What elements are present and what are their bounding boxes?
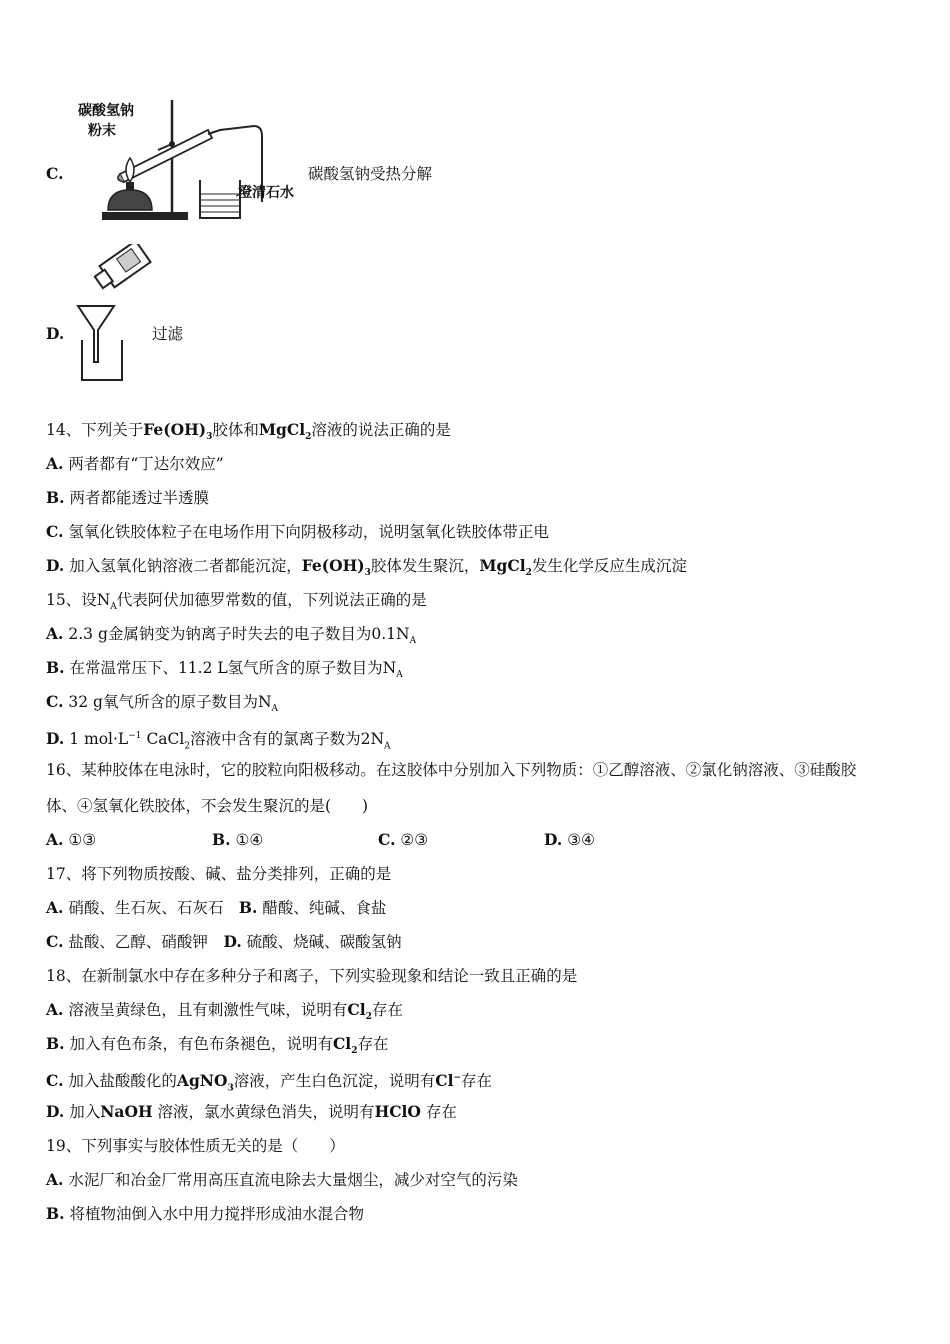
q14-formula-mg: MgCl: [258, 420, 306, 439]
q15-option-c: [46, 692, 278, 719]
q15-d-text-c: 溶液中含有的氯离子数为2N: [190, 730, 385, 749]
q14-d-formula-fe: Fe(OH): [301, 556, 365, 575]
q14-text-option-b: 两者都能透过半透膜: [69, 489, 209, 507]
q18-c-sup: −: [453, 1073, 462, 1083]
q14-d-formula-mg: MgCl: [479, 556, 526, 575]
question-16-stem-line-2: 体、④氢氧化铁胶体，不会发生聚沉的是( ): [46, 797, 369, 815]
q19-letter-a: A.: [46, 1170, 64, 1189]
question-16-stem-line-1: 16、某种胶体在电泳时，它的胶粒向阳极移动。在这胶体中分别加入下列物质：①乙醇溶液、②氯化钠溶液、③硅酸胶: [46, 761, 857, 779]
q14-text-c: 溶液的说法正确的是: [311, 421, 451, 439]
q15-text-option-c: 32 g氧气所含的原子数目为N: [68, 693, 272, 711]
q14-option-c: [46, 522, 549, 542]
q17-text-option-b: 醋酸、纯碱、食盐: [262, 899, 387, 917]
filtration-figure: [74, 244, 158, 384]
q19-text-option-a: 水泥厂和冶金厂常用高压直流电除去大量烟尘，减少对空气的污染: [68, 1171, 518, 1189]
heating-apparatus-figure: [78, 96, 311, 226]
q14-formula-fe: Fe(OH): [143, 420, 207, 439]
q17-letter-d: D.: [223, 932, 242, 951]
q18-a-formula: Cl: [347, 1000, 366, 1019]
q18-c-text-a: 加入盐酸酸化的: [68, 1072, 177, 1091]
q18-c-sub: 3: [227, 1083, 234, 1094]
q18-b-sub: 2: [351, 1046, 358, 1057]
q18-d-formula-naoh: NaOH: [100, 1102, 153, 1121]
q15-c-sub: A: [271, 704, 279, 715]
q18-letter-b: B.: [46, 1034, 65, 1053]
question-17-stem: 17、将下列物质按酸、碱、盐分类排列，正确的是: [46, 865, 392, 883]
q14-formula-fe-sub: 3: [206, 432, 213, 443]
q17-text-option-a: 硝酸、生石灰、石灰石: [68, 899, 224, 917]
label-sodium-bicarbonate: 碳酸氢钠: [78, 103, 134, 119]
q14-letter-d: D.: [46, 556, 65, 575]
q18-option-c: [46, 1068, 492, 1098]
q14-option-a: [46, 454, 224, 474]
q14-letter-a: A.: [46, 454, 64, 473]
label-limewater: 澄清石水: [238, 185, 294, 201]
q17-text-option-c: 盐酸、乙醇、硝酸钾: [68, 933, 208, 951]
q18-option-d: [46, 1102, 457, 1122]
q17-options-ab: [46, 898, 386, 918]
q15-d-text-a: 1 mol·L: [69, 730, 129, 749]
q14-d-text-a: 加入氢氧化钠溶液二者都能沉淀，: [69, 557, 302, 575]
q14-d-formula-mg-sub: 2: [525, 568, 532, 579]
q17-letter-b: B.: [238, 898, 258, 917]
q18-c-formula: AgNO: [176, 1071, 228, 1091]
q17-letter-a: A.: [46, 898, 64, 917]
q17-text-option-d: 硫酸、烧碱、碳酸氢钠: [246, 933, 402, 951]
q15-sub: A: [110, 602, 117, 613]
q15-d-sup: −1: [128, 731, 142, 741]
q14-text-a: 14、下列关于: [46, 421, 144, 439]
q18-option-a: [46, 1000, 403, 1027]
q18-b-text-b: 存在: [357, 1035, 389, 1053]
option-letter-c-figure: C.: [46, 164, 64, 183]
q15-a-sub: A: [409, 636, 417, 647]
q16-option-d: [544, 830, 595, 850]
caption-figure-d: 过滤: [152, 325, 184, 343]
q15-letter-d: D.: [46, 729, 65, 749]
q18-b-formula: Cl: [332, 1034, 352, 1053]
q14-letter-c: C.: [46, 522, 64, 541]
caption-figure-c: 碳酸氢钠受热分解: [308, 165, 433, 183]
q18-c-text-b: 溶液，产生白色沉淀，说明有: [233, 1072, 436, 1091]
q14-text-b: 胶体和: [212, 421, 259, 439]
question-19-stem: 19、下列事实与胶体性质无关的是（ ）: [46, 1137, 345, 1155]
q15-text-option-b: 在常温常压下、11.2 L氢气所含的原子数目为N: [69, 659, 397, 677]
q16-text-option-b: ①④: [235, 831, 264, 849]
q18-letter-c: C.: [46, 1071, 64, 1091]
q15-letter-c: C.: [46, 692, 64, 711]
q18-letter-d: D.: [46, 1102, 65, 1121]
q18-a-text-b: 存在: [371, 1001, 403, 1019]
q16-text-option-d: ③④: [567, 831, 596, 849]
filtration-diagram: [74, 244, 158, 384]
q16-letter-a: A.: [46, 830, 64, 849]
q16-option-c: [378, 830, 428, 850]
q18-d-formula-hclo: HClO: [374, 1102, 421, 1121]
q17-letter-c: C.: [46, 932, 64, 951]
q16-text-option-c: ②③: [400, 831, 429, 849]
q14-d-text-b: 胶体发生聚沉，: [370, 557, 480, 575]
q15-b-sub: A: [396, 670, 403, 681]
q15-d-text-b: CaCl: [141, 730, 185, 749]
q18-c-ion: Cl: [435, 1071, 454, 1091]
q18-option-b: [46, 1034, 388, 1061]
q16-option-b: [212, 830, 263, 850]
q15-letter-a: A.: [46, 624, 64, 643]
q18-a-text-a: 溶液呈黄绿色，且有刺激性气味，说明有: [68, 1001, 348, 1019]
q14-text-option-a: 两者都有“丁达尔效应”: [68, 455, 224, 473]
label-powder: 粉末: [88, 123, 116, 139]
q19-option-a: [46, 1170, 518, 1190]
q18-c-text-c: 存在: [461, 1072, 493, 1091]
q14-letter-b: B.: [46, 488, 65, 507]
q15-d-sub: A: [384, 741, 391, 752]
q18-a-sub: 2: [365, 1012, 372, 1023]
q14-d-formula-fe-sub: 3: [364, 568, 371, 579]
q16-letter-b: B.: [212, 830, 231, 849]
q19-text-option-b: 将植物油倒入水中用力搅拌形成油水混合物: [69, 1205, 364, 1223]
q16-letter-c: C.: [378, 830, 396, 849]
q14-text-option-c: 氢氧化铁胶体粒子在电场作用下向阴极移动，说明氢氧化铁胶体带正电: [68, 523, 549, 541]
q16-letter-d: D.: [544, 830, 563, 849]
q14-d-text-c: 发生化学反应生成沉淀: [531, 557, 687, 575]
q17-options-cd: [46, 932, 402, 952]
q18-d-text-c: 存在: [425, 1103, 457, 1121]
q15-d-sub2: 2: [184, 741, 191, 752]
q18-d-text-a: 加入: [69, 1103, 101, 1121]
q19-letter-b: B.: [46, 1204, 65, 1223]
option-letter-d-figure: D.: [46, 324, 65, 343]
q16-text-option-a: ①③: [68, 831, 97, 849]
q19-option-b: [46, 1204, 364, 1224]
question-14-stem: [46, 420, 451, 447]
q18-b-text-a: 加入有色布条，有色布条褪色，说明有: [69, 1035, 333, 1053]
q15-letter-b: B.: [46, 658, 65, 677]
q15-text-b: 代表阿伏加德罗常数的值，下列说法正确的是: [116, 591, 427, 609]
q14-option-d: [46, 556, 687, 583]
q18-letter-a: A.: [46, 1000, 64, 1019]
q15-option-b: [46, 658, 403, 685]
q18-d-text-b: 溶液，氯水黄绿色消失，说明有: [157, 1103, 375, 1121]
question-15-stem: [46, 590, 427, 617]
q15-option-d: [46, 726, 391, 756]
q14-option-b: [46, 488, 209, 508]
q16-option-a: [46, 830, 96, 850]
q15-option-a: [46, 624, 416, 651]
question-18-stem: 18、在新制氯水中存在多种分子和离子，下列实验现象和结论一致且正确的是: [46, 967, 578, 985]
q14-formula-mg-sub: 2: [305, 432, 312, 443]
q15-text-a: 15、设N: [46, 591, 111, 609]
q15-text-option-a: 2.3 g金属钠变为钠离子时失去的电子数目为0.1N: [68, 625, 410, 643]
